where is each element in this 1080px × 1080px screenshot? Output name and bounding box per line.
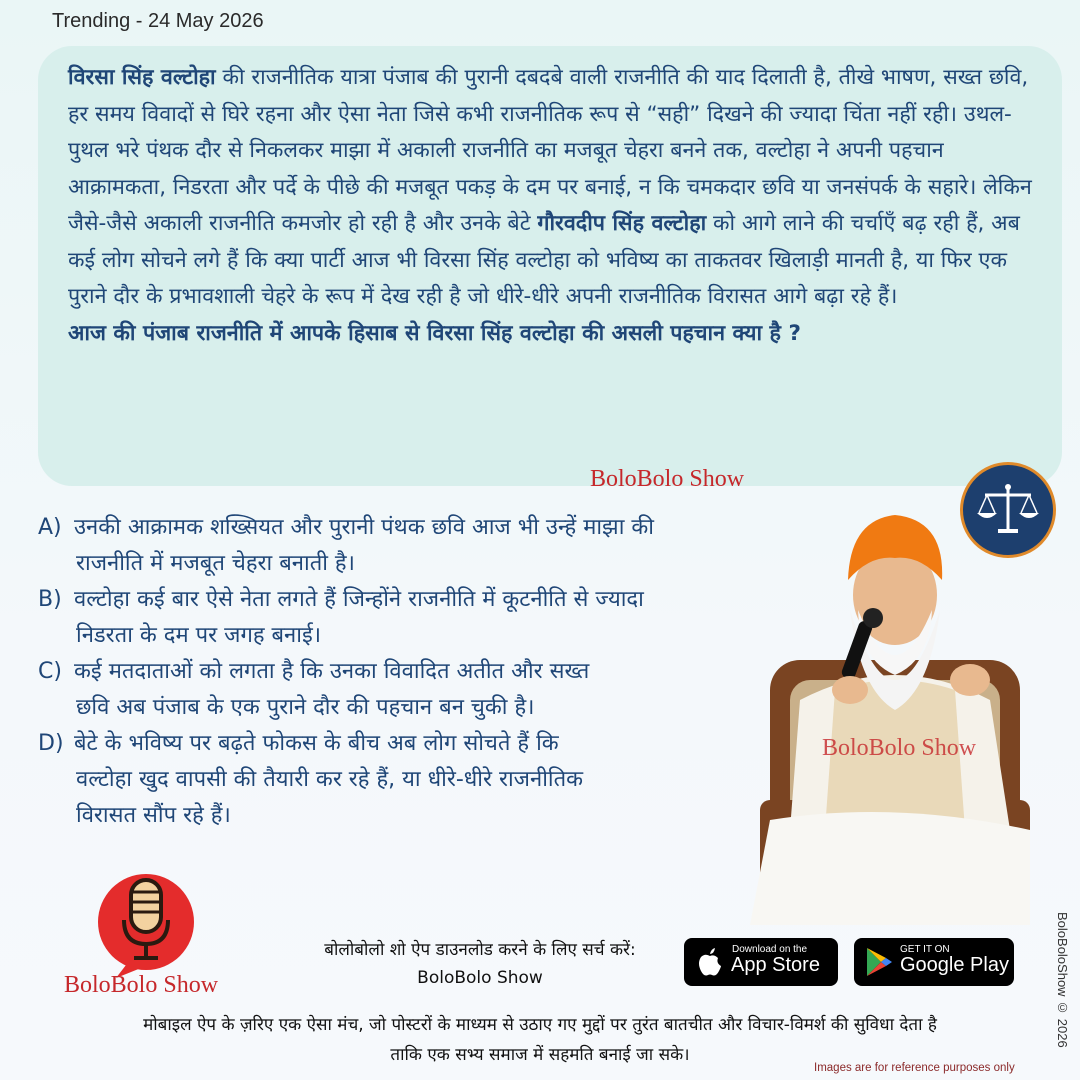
podcast-logo-icon — [86, 870, 206, 980]
footer-line-2: ताकि एक सभ्य समाज में सहमति बनाई जा सके। — [390, 1045, 690, 1065]
intro-text-2: को आगे लाने की चर्चाएँ बढ़ रही हैं, अब कई लोग सोचने लगे हैं कि क्या पार्टी आज भी विरसा सिंह वल्टोहा को भविष्य का ताकतवर खिलाड़ी मानती है, या फिर एक पुराने दौर के प्रभावशाली चेहरे के रूप में देख रही है जो धीरे-धीरे अपनी राजनीतिक विरासत आगे बढ़ा रहे हैं। — [68, 211, 1020, 309]
app-store-button[interactable] — [684, 938, 838, 986]
app-store-small: Download on the — [732, 944, 808, 955]
option-text: उनकी आक्रामक शख्सियत और पुरानी पंथक छवि आज भी उन्हें माझा की — [74, 515, 654, 540]
footer-line-1: मोबाइल ऐप के ज़रिए एक ऐसा मंच, जो पोस्टरों के माध्यम से उठाए गए मुद्दों पर तुरंत बातचीत और विचार-विमर्श की सुविधा देता है — [143, 1015, 937, 1035]
download-instructions — [290, 936, 670, 992]
option-text: बेटे के भविष्य पर बढ़ते फोकस के बीच अब लोग सोचते हैं कि — [74, 731, 559, 756]
google-play-big: Google Play — [900, 954, 1009, 976]
name-gauravdeep: गौरवदीप सिंह वल्टोहा — [537, 211, 707, 236]
option-c[interactable] — [38, 654, 818, 726]
download-line-2: BoloBolo Show — [417, 968, 543, 988]
copyright: BoloBoloShow © 2026 — [1055, 912, 1070, 1048]
download-line-1: बोलोबोलो शो ऐप डाउनलोड करने के लिए सर्च करें: — [324, 940, 636, 960]
option-text: वल्टोहा खुद वापसी की तैयारी कर रहे हैं, या धीरे-धीरे राजनीतिक — [76, 767, 584, 792]
option-text: छवि अब पंजाब के एक पुराने दौर की पहचान बन चुकी है। — [76, 695, 535, 720]
option-a[interactable] — [38, 510, 818, 582]
option-letter: C) — [38, 659, 62, 684]
option-letter: A) — [38, 515, 62, 540]
logo-brand: BoloBolo Show — [64, 972, 219, 998]
options-list — [38, 510, 818, 834]
watermark-brand: BoloBolo Show — [822, 735, 977, 761]
footer — [0, 1010, 1080, 1070]
intro-text-1: की राजनीतिक यात्रा पंजाब की पुरानी दबदबे वाली राजनीति की याद दिलाती है, तीखे भाषण, सख्त छवि, हर समय विवादों से घिरे रहना और ऐसा नेता जिसे कभी राजनीतिक रूप से “सही” दिखने की ज्यादा चिंता नहीं रही। उथल-पुथल भरे पंथक दौर से निकलकर माझा में अकाली राजनीति का मजबूत चेहरा बनने तक, वल्टोहा ने अपनी पहचान आक्रामकता, निडरता और पर्दे के पीछे की मजबूत पकड़ के दम पर बनाई, न कि चमकदार छवि या जनसंपर्क के सहारे। लेकिन जैसे-जैसे अकाली राजनीति कमजोर हो रही है और उनके बेटे — [68, 65, 1032, 236]
google-play-button[interactable] — [854, 938, 1014, 986]
brand-label: BoloBolo Show — [590, 466, 745, 492]
intro-card — [38, 46, 1062, 486]
option-text: कई मतदाताओं को लगता है कि उनका विवादित अतीत और सख्त — [74, 659, 590, 684]
option-text: विरासत सौंप रहे हैं। — [76, 803, 231, 828]
option-letter: B) — [38, 587, 62, 612]
option-text: वल्टोहा कई बार ऐसे नेता लगते हैं जिन्होंने राजनीति में कूटनीति से ज्यादा — [74, 587, 644, 612]
google-play-small: GET IT ON — [900, 944, 950, 955]
option-b[interactable] — [38, 582, 818, 654]
option-text: राजनीति में मजबूत चेहरा बनाती है। — [76, 551, 355, 576]
intro-paragraph — [68, 60, 1036, 316]
person-illustration — [730, 500, 1060, 930]
google-play-icon — [864, 946, 894, 978]
option-letter: D) — [38, 731, 64, 756]
apple-icon — [696, 946, 724, 978]
question: आज की पंजाब राजनीति में आपके हिसाब से विरसा सिंह वल्टोहा की असली पहचान क्या है ? — [68, 320, 801, 346]
trending-date: Trending - 24 May 2026 — [52, 10, 264, 32]
app-store-big: App Store — [731, 954, 820, 976]
name-virsa: विरसा सिंह वल्टोहा — [68, 65, 216, 90]
option-d[interactable] — [38, 726, 818, 834]
disclaimer: Images are for reference purposes only — [814, 1062, 1015, 1074]
option-text: निडरता के दम पर जगह बनाई। — [76, 623, 322, 648]
